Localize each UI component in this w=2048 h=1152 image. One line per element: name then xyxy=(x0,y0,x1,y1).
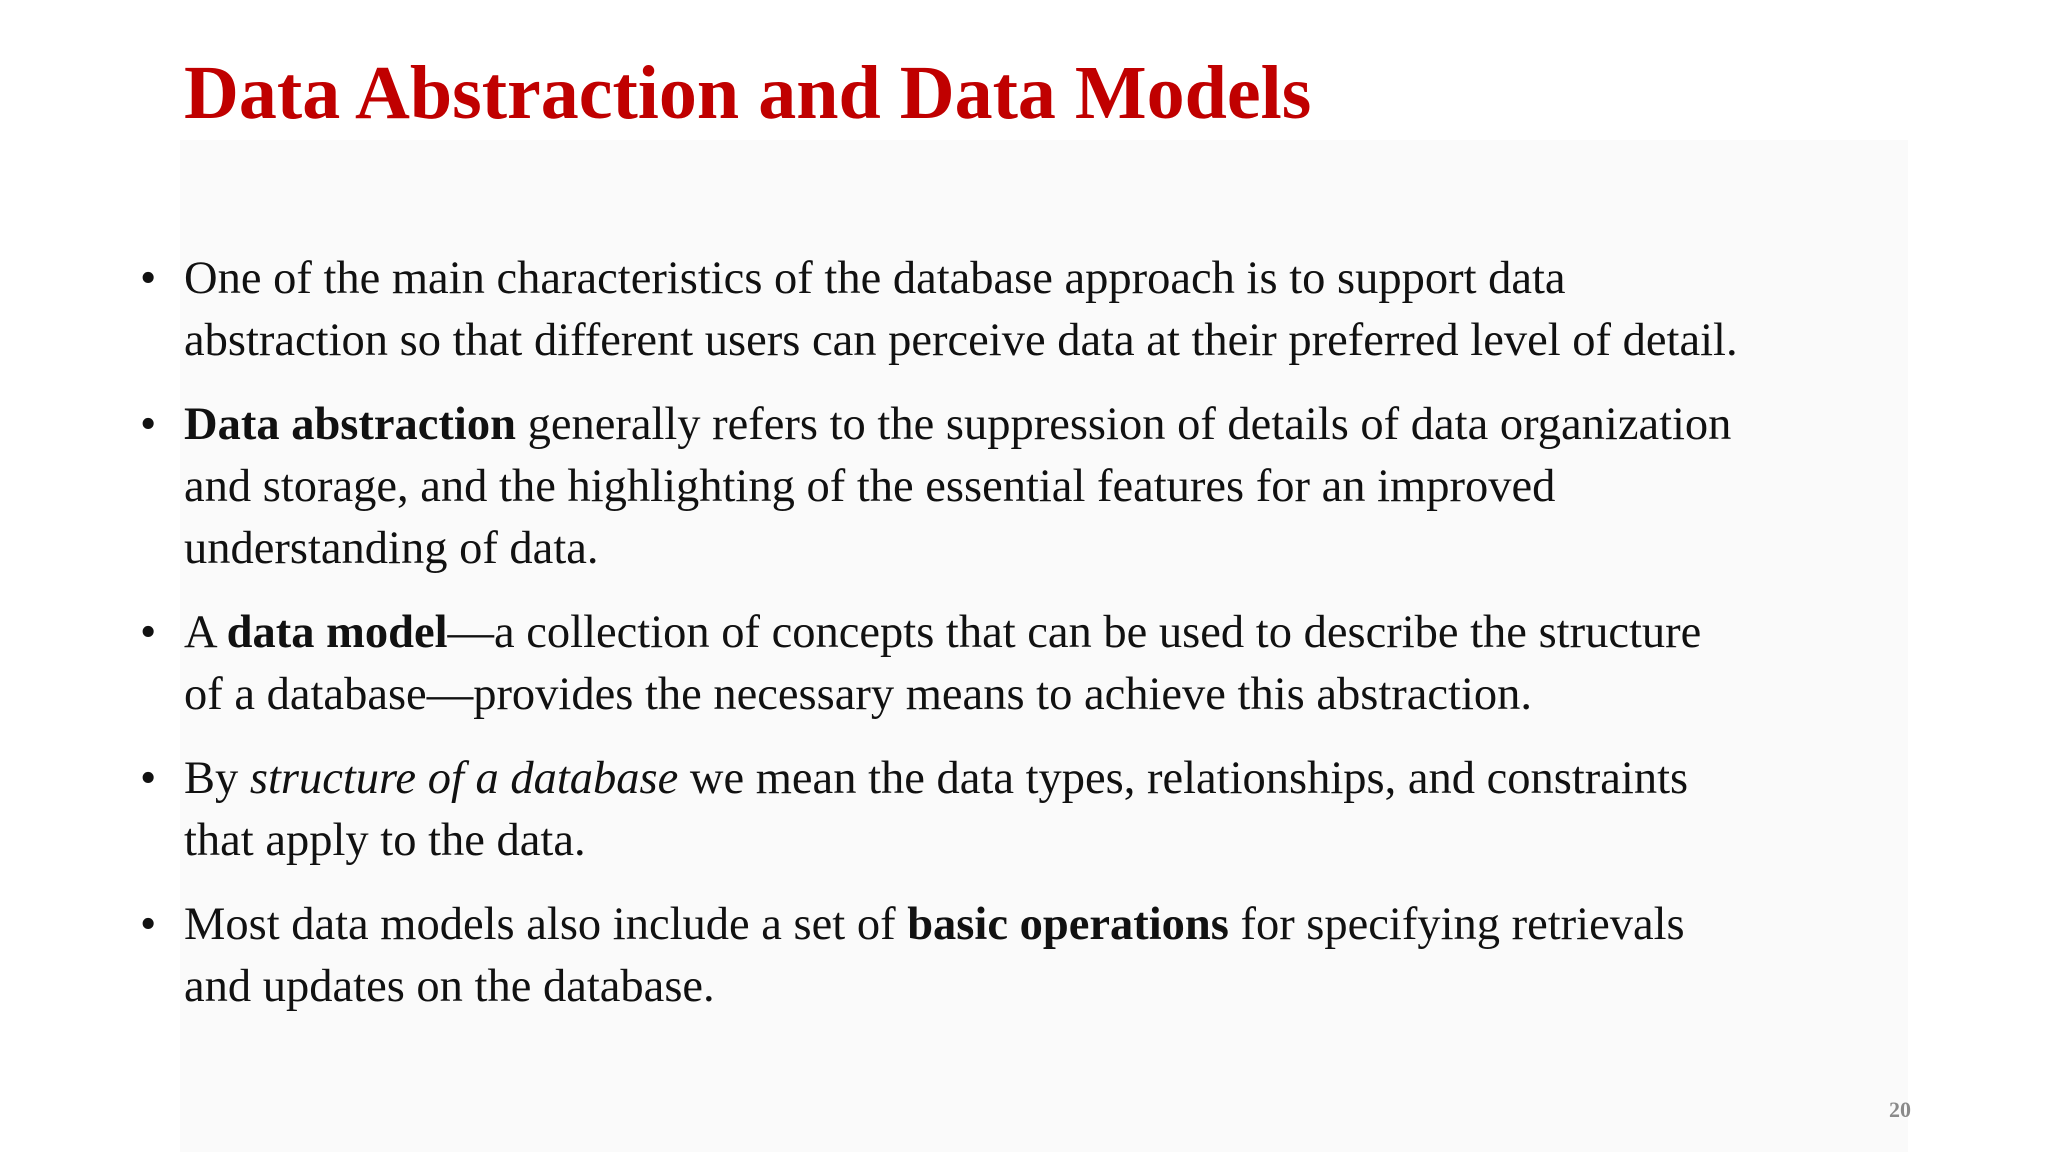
bullet-line xyxy=(184,748,1930,810)
bullet-line xyxy=(184,518,1930,580)
slide-title: Data Abstraction and Data Models xyxy=(184,51,1312,135)
bullet-text: One of the main characteristics of the database approach is to support data xyxy=(184,253,1566,304)
bullet-item xyxy=(140,748,1930,872)
bullet-item xyxy=(140,894,1930,1018)
bullet-text: A xyxy=(184,607,227,658)
bullet-item xyxy=(140,602,1930,726)
bullet-list xyxy=(140,248,1930,1040)
bullet-text: By xyxy=(184,753,250,804)
bullet-text: for specifying retrievals xyxy=(1228,899,1685,950)
bullet-text: we mean the data types, relationships, and constraints xyxy=(678,753,1689,804)
bullet-text: and updates on the database. xyxy=(184,961,715,1012)
bullet-text: generally refers to the suppression of details of data organization xyxy=(515,399,1732,450)
page-number: 20 xyxy=(1889,1097,1911,1122)
bullet-text: and storage, and the highlighting of the essential features for an improved xyxy=(184,461,1556,512)
bullet-text: understanding of data. xyxy=(184,523,599,574)
bullet-text: that apply to the data. xyxy=(184,815,586,866)
bold-term: basic operations xyxy=(907,899,1229,950)
italic-term: structure of a database xyxy=(249,753,679,804)
bullet-line xyxy=(184,894,1930,956)
bullet-dot-icon: • xyxy=(140,253,157,304)
bullet-line xyxy=(184,602,1930,664)
bullet-line xyxy=(184,810,1930,872)
bullet-dot-icon: • xyxy=(140,399,157,450)
bullet-line xyxy=(184,956,1930,1018)
bold-term: Data abstraction xyxy=(184,399,516,450)
bullet-text: of a database—provides the necessary means to achieve this abstraction. xyxy=(184,669,1533,720)
bullet-dot-icon: • xyxy=(140,899,157,950)
bullet-text: Most data models also include a set of xyxy=(184,899,908,950)
bullet-line xyxy=(184,394,1930,456)
bullet-dot-icon: • xyxy=(140,753,157,804)
bullet-item xyxy=(140,248,1930,372)
bullet-line xyxy=(184,664,1930,726)
bullet-line xyxy=(184,248,1930,310)
bullet-text: —a collection of concepts that can be used to describe the structure xyxy=(447,607,1702,658)
bullet-line xyxy=(184,456,1930,518)
bold-term: data model xyxy=(226,607,448,658)
bullet-dot-icon: • xyxy=(140,607,157,658)
bullet-item xyxy=(140,394,1930,580)
bullet-line xyxy=(184,310,1930,372)
bullet-text: abstraction so that different users can perceive data at their preferred level of detail. xyxy=(184,315,1738,366)
